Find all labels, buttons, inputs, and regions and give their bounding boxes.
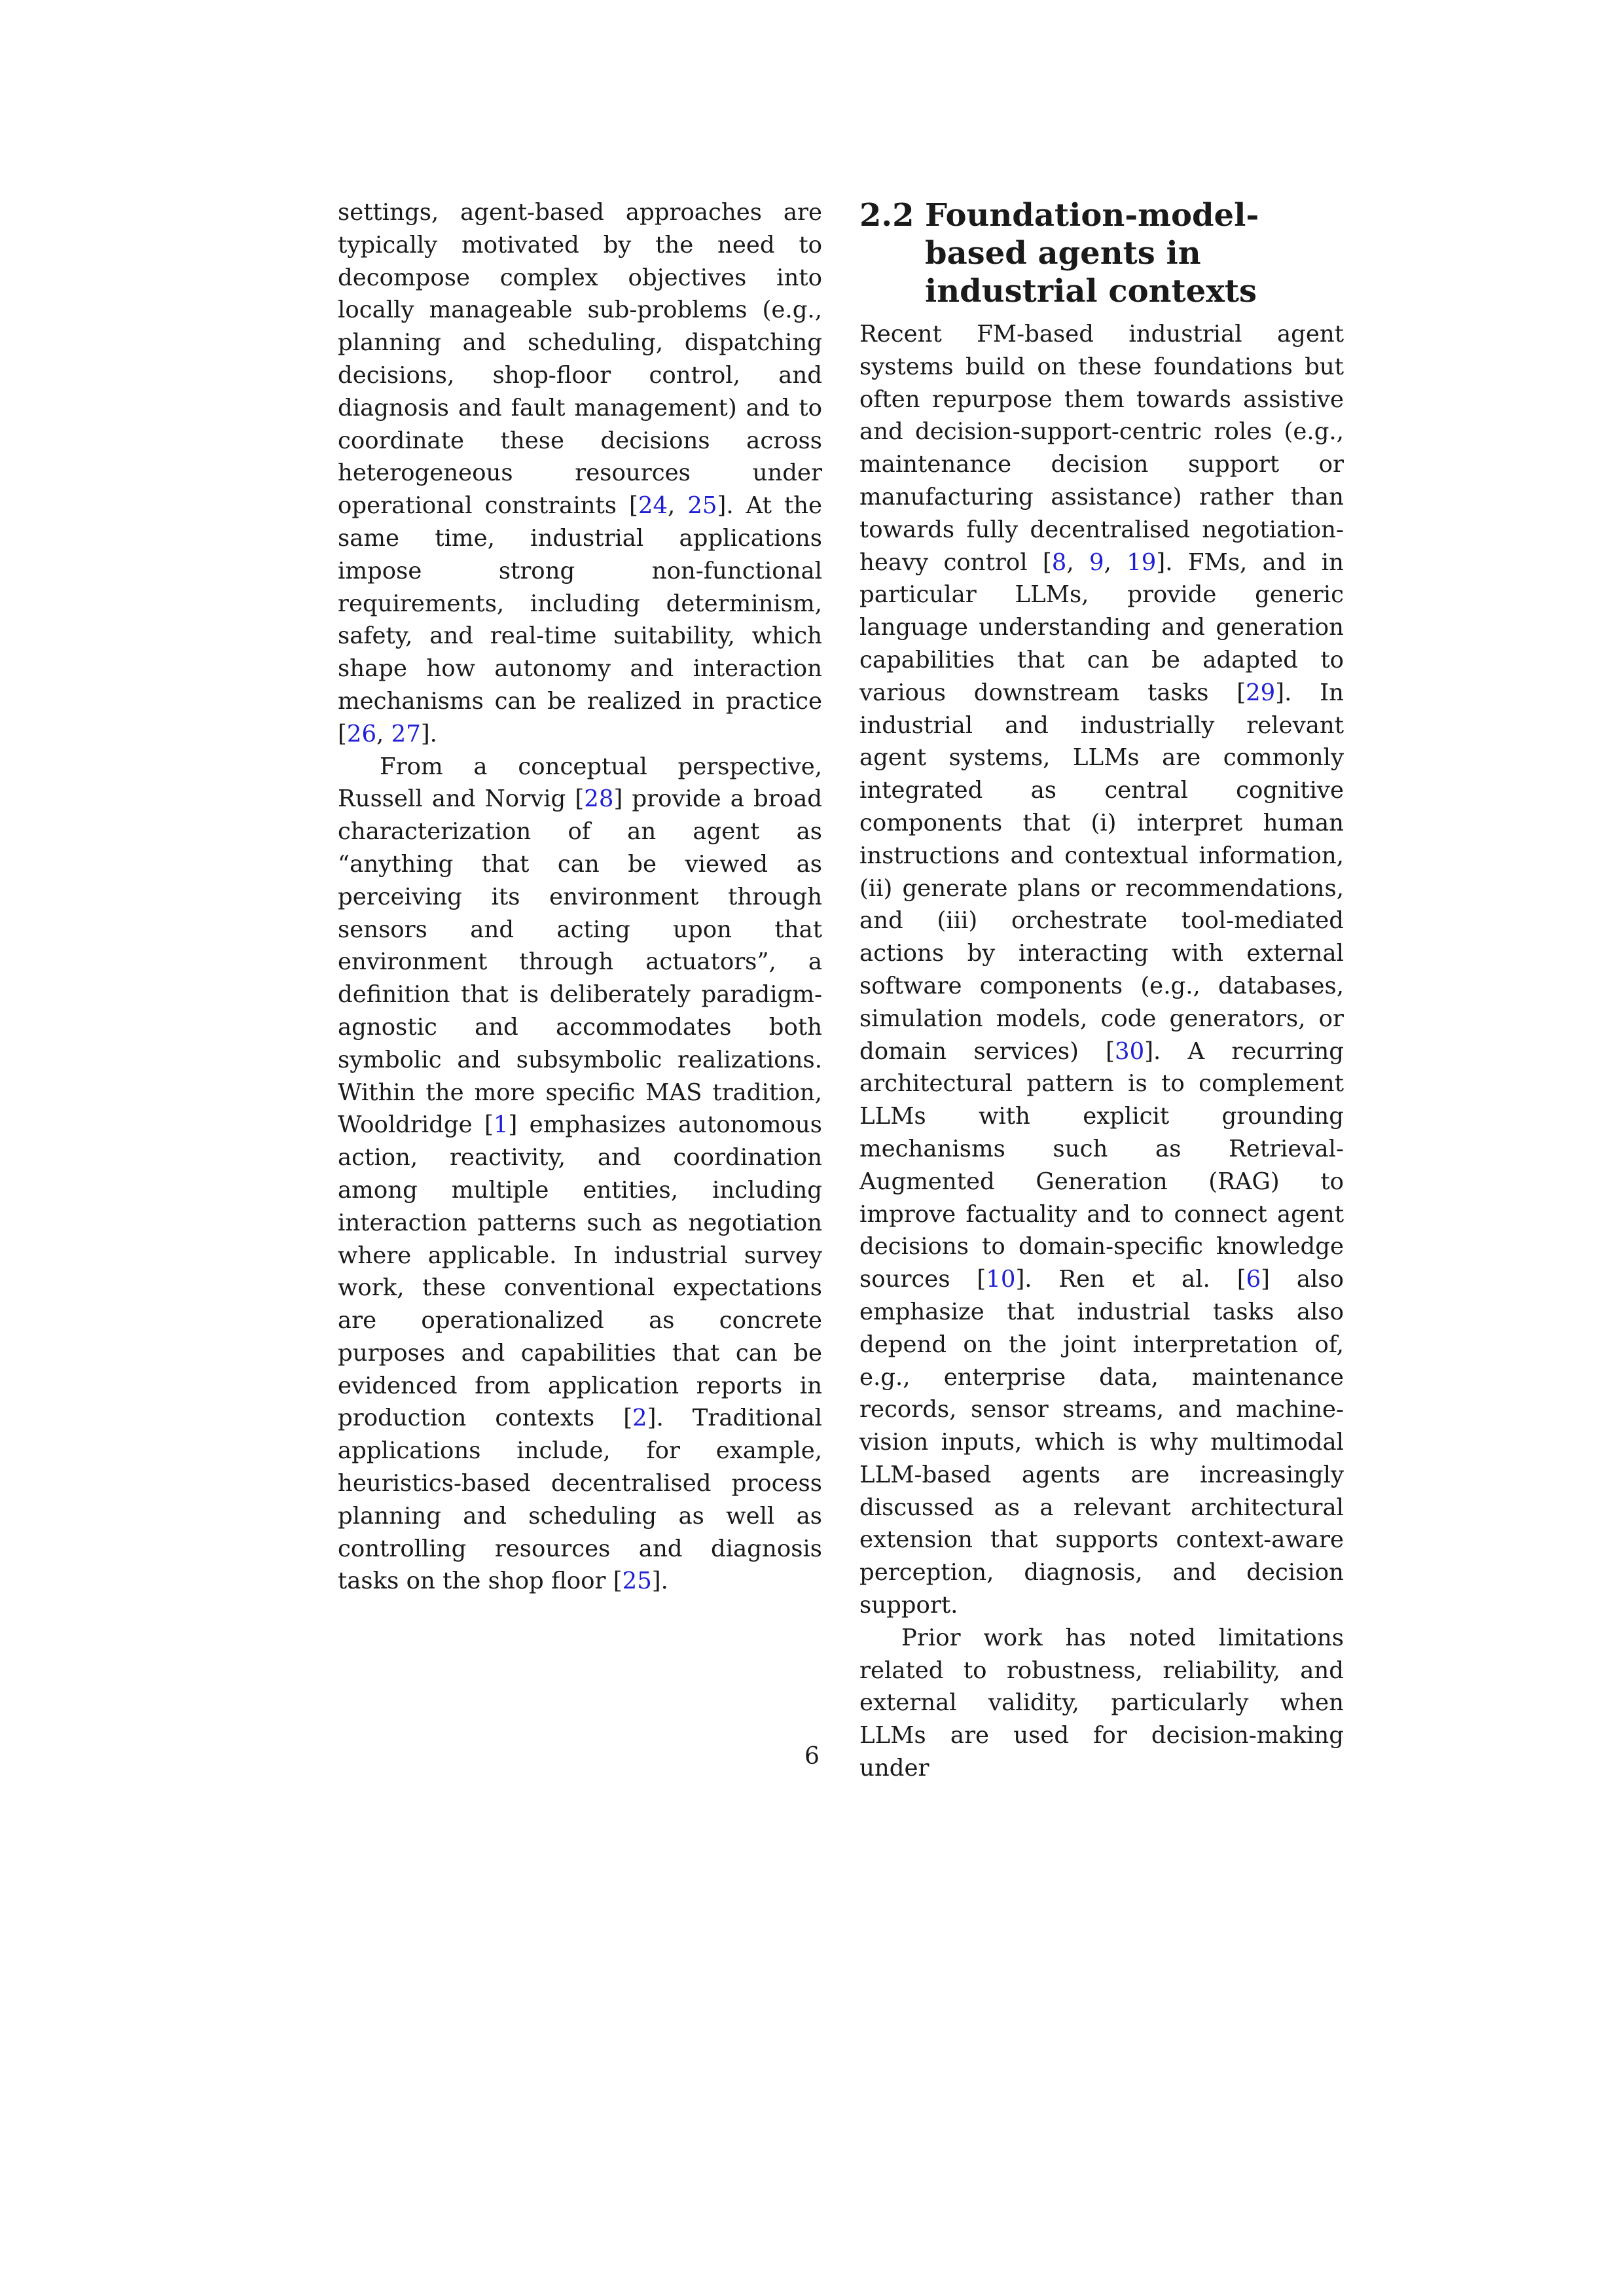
paragraph-text: ].: [420, 720, 437, 747]
page-number: 6: [804, 1743, 820, 1770]
section-title: Foundation-model-based agents in industrial contexts: [925, 197, 1259, 310]
paragraph-text: settings, agent-based approaches are typically motivated by the need to decompose complex objectives into locally manageable sub-problems (e.g., planning and scheduling, dispatching decisions, shop-floor control, and diagnosis and fault management) and to coordinate these decisions across heterogeneous resources under operational constraints [: [338, 199, 822, 520]
citation-link[interactable]: 9: [1089, 548, 1104, 576]
paragraph-text: ]. In industrial and industrially relevant agent systems, LLMs are commonly integrated as central cognitive components that (i) interpret human instructions and contextual information, (ii) generate plans or recommendations, and (iii) orchestrate tool-mediated actions by interacting with external software components (e.g., databases, simulation models, code generators, or domain services) [: [859, 679, 1344, 1065]
paragraph-fm-agents: [859, 318, 1344, 1622]
paragraph-text: ]. A recurring architectural pattern is to complement LLMs with explicit grounding mechanisms such as Retrieval-Augmented Generation (RAG) to improve factuality and to connect agent decisions to domain-specific knowledge sources [: [859, 1037, 1344, 1293]
paragraph-text: ] emphasizes autonomous action, reactivity, and coordination among multiple entities, including interaction patterns such as negotiation where applicable. In industrial survey work, these conventional expectations are operationalized as concrete purposes and capabilities that can be evidenced from application reports in production contexts [: [338, 1111, 822, 1432]
citation-link[interactable]: 10: [986, 1266, 1016, 1293]
citation-link[interactable]: 28: [584, 785, 614, 813]
section-heading: [859, 196, 1344, 310]
citation-link[interactable]: 27: [391, 720, 421, 747]
citation-link[interactable]: 26: [346, 720, 377, 747]
section-number: 2.2: [859, 197, 914, 234]
paragraph-text: ] also emphasize that industrial tasks also depend on the joint interpretation of, e.g., enterprise data, maintenance records, sensor streams, and machine-vision inputs, which is why multimodal LLM-based agents are increasingly discussed as a relevant architectural extension that supports context-aware perception, diagnosis, and decision support.: [859, 1266, 1344, 1619]
paragraph-text: From a conceptual perspective, Russell and Norvig [: [338, 753, 822, 813]
left-column: [338, 196, 822, 1598]
paragraph-text: ,: [1104, 548, 1127, 576]
citation-link[interactable]: 24: [638, 492, 668, 520]
paragraph-text: ] provide a broad characterization of an agent as “anything that can be viewed as perceiving its environment through sensors and acting upon that environment through actuators”, a definition that is deliberately paradigm-agnostic and accommodates both symbolic and subsymbolic realizations. Within the more specific MAS tradition, Wooldridge [: [338, 785, 822, 1139]
paragraph-text: ,: [376, 720, 391, 747]
citation-link[interactable]: 29: [1246, 679, 1276, 706]
citation-link[interactable]: 6: [1246, 1266, 1261, 1293]
paragraph-text: Recent FM-based industrial agent systems build on these foundations but often repurpose them towards assistive and decision-support-centric roles (e.g., maintenance decision support or manufacturing assistance) rather than towards fully decentralised negotiation-heavy control [: [859, 321, 1344, 576]
citation-link[interactable]: 8: [1051, 548, 1067, 576]
citation-link[interactable]: 25: [622, 1568, 652, 1595]
paragraph-agent-motivation: [338, 196, 822, 751]
paragraph-text: ]. Ren et al. [: [1015, 1266, 1246, 1293]
paragraph-text: ]. Traditional applications include, for example, heuristics-based decentralised process planning and scheduling as well as controlling resources and diagnosis tasks on the shop floor [: [338, 1405, 822, 1595]
paragraph-conceptual-perspective: [338, 751, 822, 1598]
paragraph-text: ]. At the same time, industrial applications impose strong non-functional requirements, including determinism, safety, and real-time suitability, which shape how autonomy and interaction mechanisms can be realized in practice [: [338, 492, 822, 747]
paragraph-text: ]. FMs, and in particular LLMs, provide generic language understanding and generation capabilities that can be adapted to various downstream tasks [: [859, 548, 1344, 706]
right-column: [859, 196, 1344, 1785]
paragraph-text: Prior work has noted limitations related to robustness, reliability, and external validity, particularly when LLMs are used for decision-making under: [859, 1624, 1344, 1782]
citation-link[interactable]: 1: [493, 1111, 509, 1139]
paragraph-text: ,: [1066, 548, 1089, 576]
paragraph-text: ,: [668, 492, 688, 520]
citation-link[interactable]: 25: [687, 492, 717, 520]
citation-link[interactable]: 30: [1115, 1037, 1145, 1065]
paragraph-text: ].: [651, 1568, 668, 1595]
citation-link[interactable]: 2: [632, 1405, 647, 1432]
citation-link[interactable]: 19: [1127, 548, 1157, 576]
